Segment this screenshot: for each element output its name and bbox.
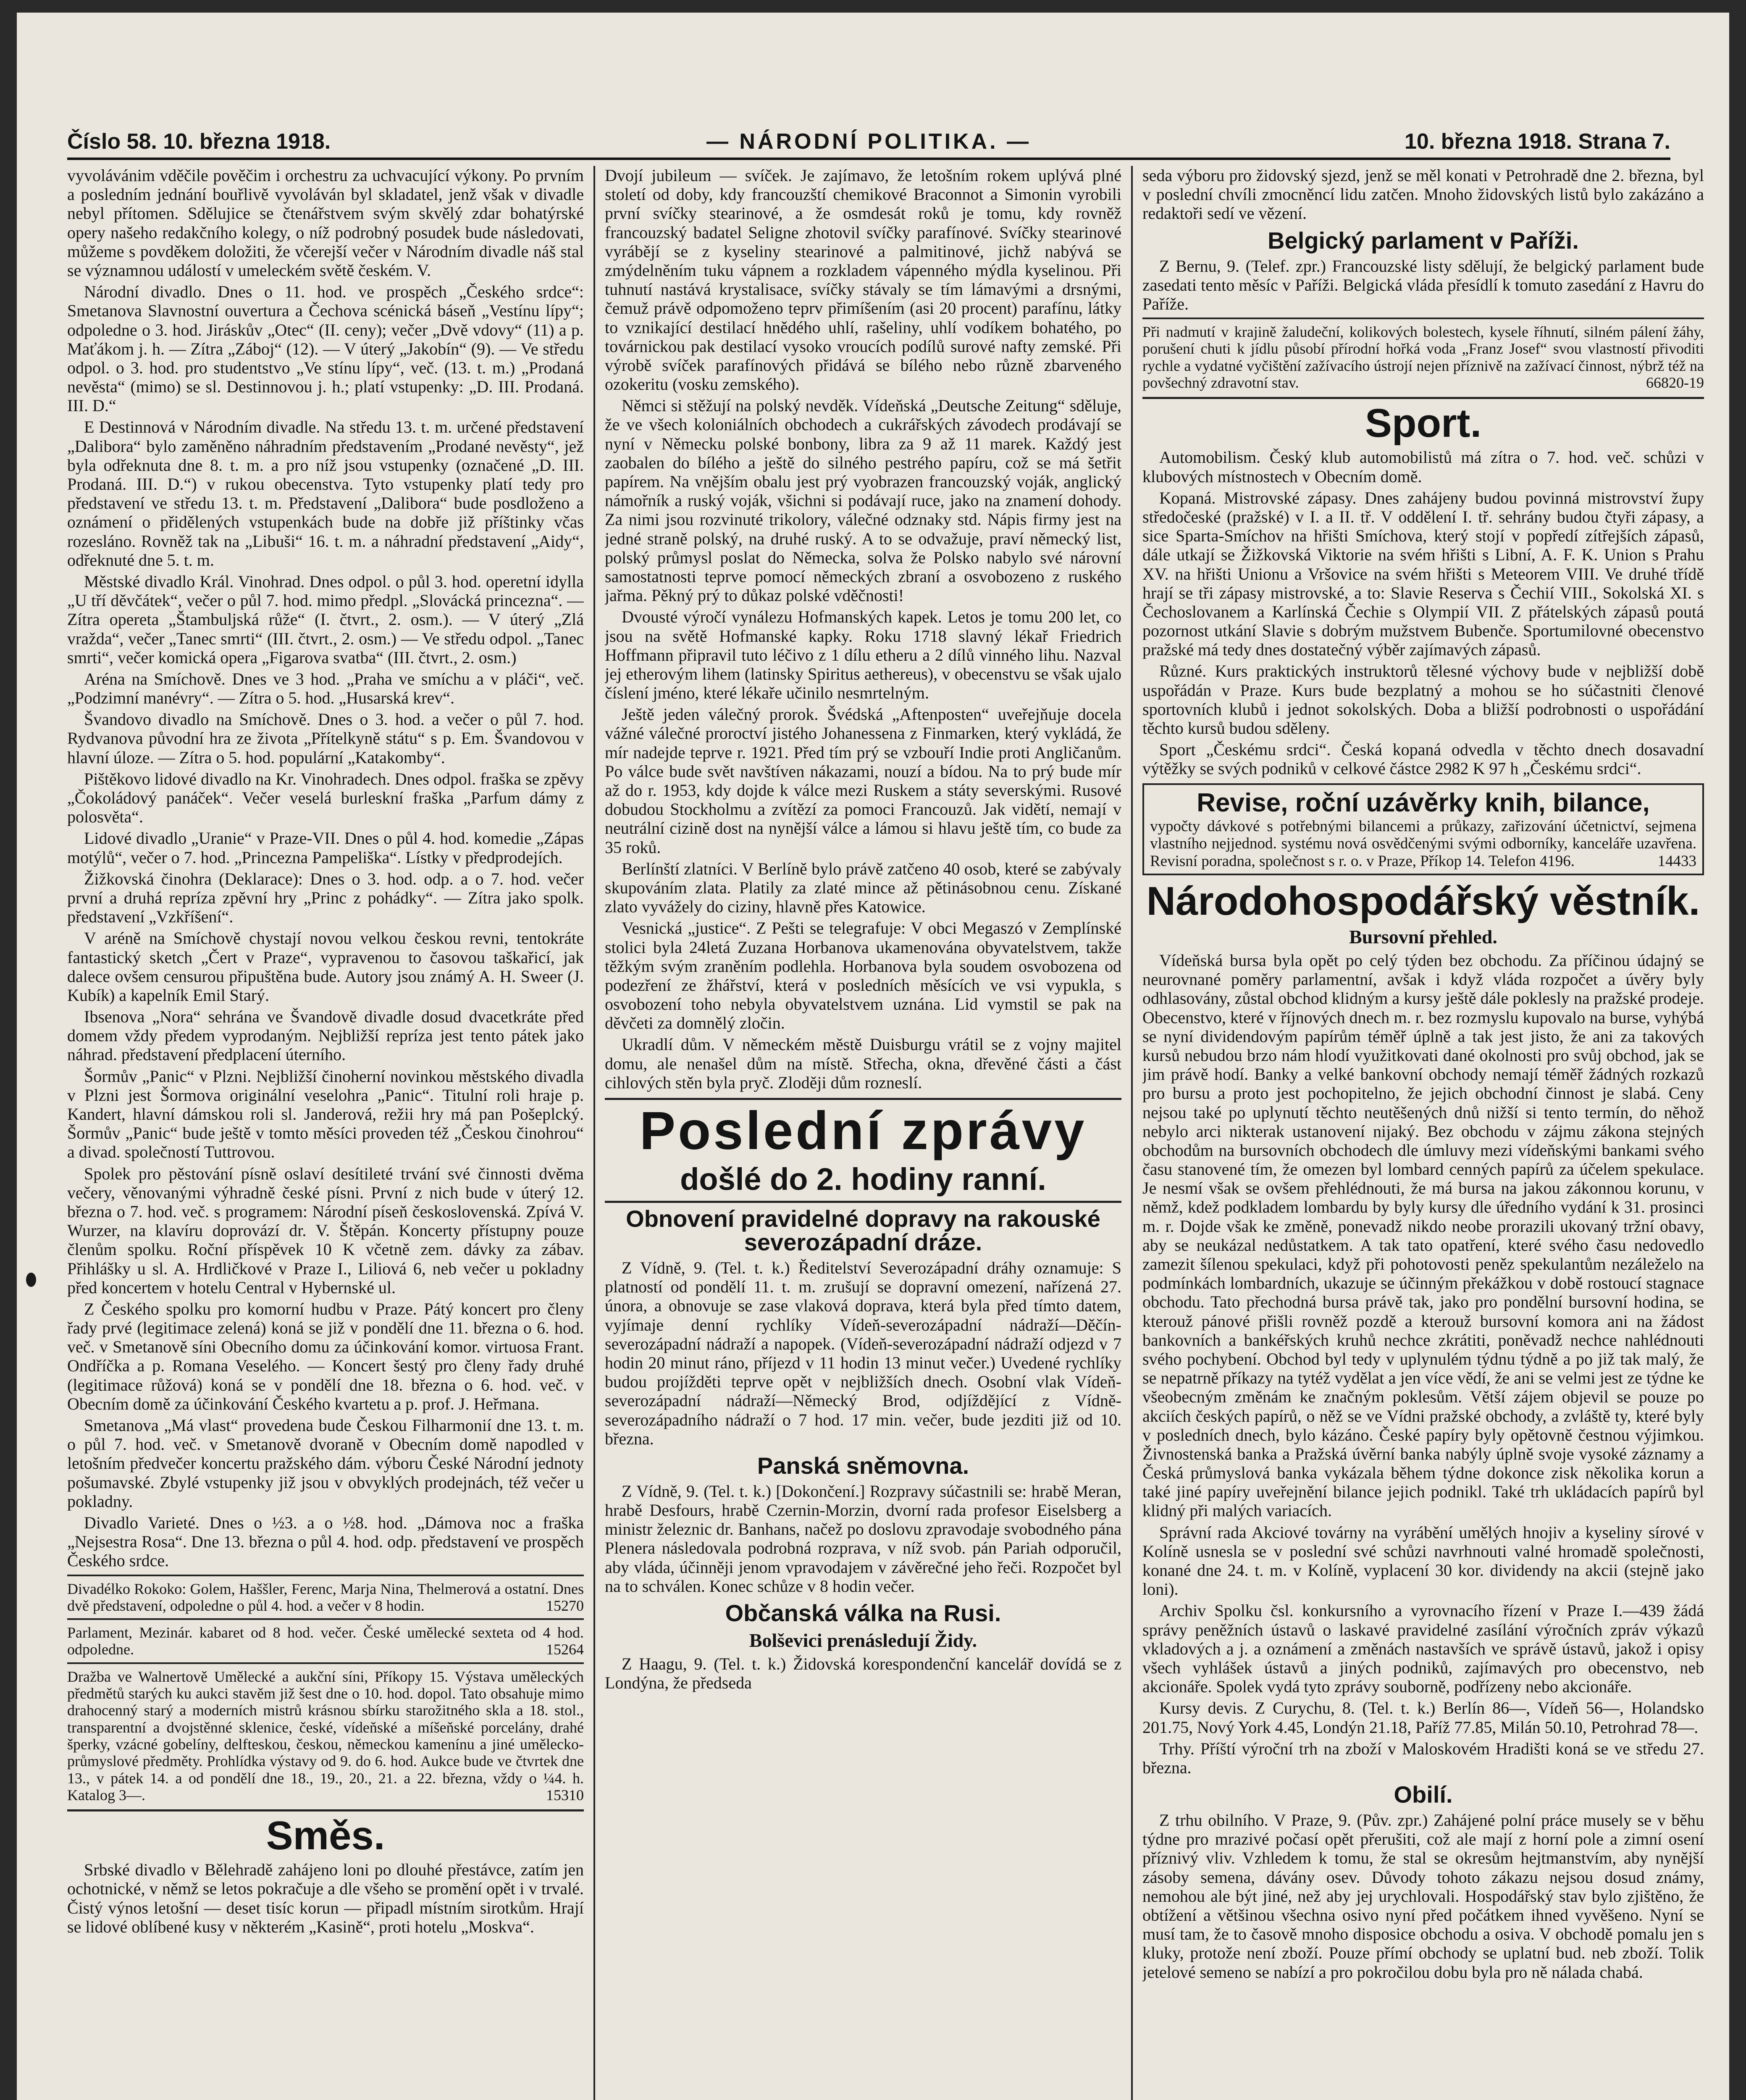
article-text: seda výboru pro židovský sjezd, jenž se měl konati v Petrohradě dne 2. března, byl v poslední chvíli zmocněncí lidu zatčen. Mnoho židovských listů bylo zakázáno a redaktoři sedí ve vězení. bbox=[1142, 166, 1704, 223]
newspaper-page bbox=[17, 13, 1729, 2100]
columns bbox=[67, 166, 1704, 2100]
ad-text: Divadélko Rokoko: Golem, Haššler, Ferenc, Marja Nina, Thelmerová a ostatní. Dnes dvě představení, odpoledne o půl 4. hod. a večer v 8 hodin. bbox=[67, 1580, 584, 1614]
masthead bbox=[67, 118, 1670, 160]
article-text: Správní rada Akciové továrny na vyrábění umělých hnojiv a kyseliny sírové v Kolíně usnesla se v poslední své schůzi navrhnouti valné hromadě společnosti, konané dne 24. t. m. v Kolíně, vyplacení 30 kor. dividendy na akcii (stejně jako loni). bbox=[1142, 1522, 1704, 1599]
column-3 bbox=[1142, 166, 1704, 2100]
article-text: vyvolávánim vděčile pověčim i orchestru za uchvacující výkony. Po prvním a posledním jednání bouřlivě vyvoláván byl skladatel, jenž však v divadle nebyl přítomen. Sdělujice se čtenářstvem svým skvělý zdar bohatýrské opery našeho redakčního kolegy, o níž podrobný posudek bude následovati, můžeme s povděkem doložiti, že včerejší večer v Národním divadle náš stal se významnou událostí v umeleckém světě českém. V. bbox=[67, 166, 584, 280]
article-text: Dvojí jubileum — svíček. Je zajímavo, že letošním rokem uplývá plné století od doby, kdy francouzští chemikové Braconnot a Simonin vyrobili první svíčky stearinové, a že osmdesát roků je tomu, kdy rovněž francouzský badatel Seligne zhotovil svíčky parafínové. Svíčky stearinové vyrábějí se z kyseliny stearinové a palmitinové, jichž nabývá se zmýdelněním tuku vápnem a rozkladem vápenného mýdla kyselinou. Při tuhnutí nastává krystalisace, svíčky stávaly se tím lámavými a drsnými, čemuž právě odpomoženo teprv přimíšením (asi 20 procent) parafínu, látky to vznikající destilací hnědého uhlí, rašeliny, uhlí vodíkem bohatého, po továrnickou pak destilací vysoko vroucích podílů surové nafty zemské. Při výrobě svíček parafínových přidává se bílého nebo různě zbarveného ozokeritu (vosku zemského). bbox=[605, 166, 1121, 394]
article-text: Ukradlí dům. V německém městě Duisburgu vrátil se z vojny majitel domu, ale nenašel dům na místě. Střecha, okna, dřevěné části a část cihlových stěn byla pryč. Zloději dům rozneslí. bbox=[605, 1035, 1121, 1092]
article-text: Z Vídně, 9. (Tel. t. k.) Ředitelství Severozápadní dráhy oznamuje: S platností od pondělí 11. t. m. zrušují se dopravní omezení, nařízená 27. února, a obnovuje se zase vlaková doprava, která byla před tímto datem, vyjímaje denní rychlíky Vídeň-severozápadní nádraží—Děčín-severozápadní nádraží a napopek. (Vídeň-severozápadní nádraží odjezd v 7 hodin 20 minut ráno, příjezd v 11 hodin 13 minut večer.) Uvedené rychlíky budou projížděti teprve opět v nejbližších dnech. Osobní vlak Vídeň-severozápadní nádraží—Německý Brod, odjíždějící z Vídně-severozápadního nádraží o 7 hod. 17 min. večer, bude jezditi již od 10. března. bbox=[605, 1258, 1121, 1448]
advertisement bbox=[1142, 323, 1704, 391]
article-heading: Obilí. bbox=[1394, 1781, 1453, 1808]
section-subheading: došlé do 2. hodiny ranní. bbox=[680, 1162, 1046, 1197]
article-text: Ibsenova „Nora“ sehrána ve Švandově divadle dosud dvacetkráte před domem vždy předem vyprodaným. Nejbližší repríza jest tento pátek jako náhrad. představení předplacení úterního. bbox=[67, 1007, 584, 1064]
newspaper-title: — NÁRODNÍ POLITIKA. — bbox=[706, 129, 1032, 154]
article-text: Dvousté výročí vynálezu Hofmanských kapek. Letos je tomu 200 let, co jsou na světě Hofmanské kapky. Roku 1718 slavný lékař Friedrich Hoffmann připravil tuto léčivo z 1 dílu etheru a 2 dílů vinného lihu. Nazval jej etherovým lihem (latinsky Spiritus aethereus), v obecenstvu se však ujalo číslení jméno, které lékaře učinilo nesmrtelným. bbox=[605, 607, 1121, 703]
article-text: Švandovo divadlo na Smíchově. Dnes o 3. hod. a večer o půl 7. hod. Rydvanova původní hra ze života „Přítelkyně státu“ s p. Em. Švandovou v hlavní úloze. — Zítra o 5. hod. populární „Katakomby“. bbox=[67, 710, 584, 767]
divider bbox=[67, 1662, 584, 1664]
article-text: Různé. Kurs praktických instruktorů tělesné výchovy bude v nejbližší době uspořádán v Praze. Kurs bude bezplatný a mohou se ho súčastniti členové sportovních klubů i jednot sokolských. Doba a bližší podrobnosti o uspořádání těchto kursů budou sděleny. bbox=[1142, 662, 1704, 738]
section-heading-latest-news: Poslední zprávy bbox=[605, 1098, 1121, 1158]
advertisement bbox=[67, 1580, 584, 1614]
ad-number: 15270 bbox=[546, 1597, 584, 1614]
article-text: Pištěkovo lidové divadlo na Kr. Vinohradech. Dnes odpol. fraška se zpěvy „Čokoládový panáček“. Večer veselá burleskní fraška „Parfum dámy z polosvěta“. bbox=[67, 769, 584, 827]
article-heading: Belgický parlament v Paříži. bbox=[1268, 227, 1579, 254]
ad-number: 66820-19 bbox=[1646, 374, 1704, 391]
ad-number: 14433 bbox=[1657, 853, 1696, 870]
article-text: Srbské divadlo v Bělehradě zahájeno loni po dlouhé přestávce, zatím jen ochotnické, v němž se letos pokračuje a dle všeho se promění opět i v trvalé. Čistý výnos letošní — deset tisíc korun — připadl místním sirotkům. Hrají se lidové oblíbené kusy v některém „Kasině“, proti hotelu „Moskva“. bbox=[67, 1860, 584, 1936]
section-heading-sport: Sport. bbox=[1142, 397, 1704, 444]
article-heading: Obnovení pravidelné dopravy na rakouské severozápadní dráze. bbox=[605, 1201, 1121, 1254]
article-text: Z Vídně, 9. (Tel. t. k.) [Dokončení.] Rozpravy súčastnili se: hrabě Meran, hrabě Desfours, hrabě Czernin-Morzin, dvorní rada profesor Eiselsberg a ministr železnic dr. Banhans, načež po doslovu zpravodaje svobodného pána Plenera následovala podrobná rozprava, v níž svob. pán Pariah odporučil, aby vláda, účinněji jenom vpravodajem v závěrečné jeho řeči. Rozpočet byl na to schválen. Konec schůze v 8 hodin večer. bbox=[605, 1481, 1121, 1596]
paper-hole-mark bbox=[26, 1273, 36, 1287]
article-heading: Panská sněmovna. bbox=[757, 1452, 969, 1479]
article-text: Ještě jeden válečný prorok. Švédská „Aftenposten“ uveřejňuje docela vážné válečné proroctví jistého Johanessena z Finmarken, který vykládá, že mír nadejde teprve r. 1921. Před tím prý se vzbouří Indie proti Angličanům. Po válce bude svět navštíven nákazami, nouzí a bídou. Na to prý bude mír až do r. 1953, kdy dojde k válce mezi Ruskem a státy severskými. Rusové dobudou Stockholmu a zvítězí za pomoci Francouzů. Jak vidětí, nemají v neutrální cizině dost na nynější válce a lámou si hlavu ještě tím, co bude za 35 roků. bbox=[605, 705, 1121, 857]
article-text: Národní divadlo. Dnes o 11. hod. ve prospěch „Českého srdce“: Smetanova Slavnostní ouvertura a Čechova scénická báseň „Vestínu lípy“; odpoledne o 3. hod. Jiráskův „Otec“ (II. ceny); večer „Dvě vdovy“ (11) a p. Maťákom j. h. — Zítra „Záboj“ (12). — V úterý „Jakobín“ (9). — Ve středu odpol. o 3. hod. pro studentstvo „Ve stínu lípy“, več. (13. t. m.) „Prodaná nevěsta“ (mimo) se sl. Destinnovou j. h.; platí vstupenky: „D. III. Prodaná. III. D.“ bbox=[67, 282, 584, 415]
column-2 bbox=[605, 166, 1121, 2100]
ad-text: Parlament, Mezinár. kabaret od 8 hod. večer. České umělecké sexteta od 4 hod. odpoledne. bbox=[67, 1624, 584, 1658]
article-text: Šormův „Panic“ v Plzni. Nejbližší činoherní novinkou městského divadla v Plzni jest Šormova originální veselohra „Panic“. Titulní roli hraje p. Kandert, hlavní dámskou roli sl. Janderová, režii hry má pan Pošeplcký. Šormův „Panic“ bude ještě v tomto měsíci proveden též „Českou činohrou“ a divad. společností Tuttrovou. bbox=[67, 1066, 584, 1162]
ad-number: 15310 bbox=[546, 1786, 584, 1803]
article-subheading: Bolševici prenásledují Židy. bbox=[749, 1630, 977, 1651]
article-text: Aréna na Smíchově. Dnes ve 3 hod. „Praha ve smíchu a v pláči“, več. „Podzimní manévry“. — Zítra o 5. hod. „Husarská krev“. bbox=[67, 669, 584, 708]
advertisement bbox=[67, 1624, 584, 1658]
article-text: Archiv Spolku čsl. konkursního a vyrovnacího řízení v Praze I.—439 žádá správy peněžních ústavů o laskavé pravidelné zasílání výročních zpráv výkazů vkladových a j. a oznámení a změnách nastavších ve správě ústavů, jakož i opisy všech vyhlášek ústavů a jiných podniků, zajímavých pro obecenstvo, neb akcionáře. Spolek vydá tyto zprávy souborně, podřízeny nebo akcionáře. bbox=[1142, 1601, 1704, 1696]
article-text: Lidové divadlo „Uranie“ v Praze-VII. Dnes o půl 4. hod. komedie „Zápas motýlů“, večer o 7. hod. „Princezna Pampeliška“. Lístky v předprodejích. bbox=[67, 829, 584, 867]
column-1 bbox=[67, 166, 584, 2100]
article-text: E Destinnová v Národním divadle. Na středu 13. t. m. určené představení „Dalibora“ bylo zaměněno náhradním představením „Prodané nevěsty“, jež byla odřeknuta dne 8. t. m. a pro níž jsou vstupenky (označené „D. III. Prodaná. III. D.“) v rukou obecenstva. Tyto vstupenky platí tedy pro představení ve středu 13. t. m. Představení „Dalibora“ bude posdloženo a oznámení o přidělených vstupenkách bude na dobře již příštinky včas rozesláno. Rovněž tak na „Libuši“ 16. t. m. a náhradní představení „Aidy“, odřeknuté dne 5. t. m. bbox=[67, 417, 584, 570]
article-text: Divadlo Varieté. Dnes o ½3. a o ½8. hod. „Dámova noc a fraška „Nejsestra Rosa“. Dne 13. března o půl 4. hod. odp. představení ve prospěch Českého srdce. bbox=[67, 1513, 584, 1570]
article-text: Z Bernu, 9. (Telef. zpr.) Francouzské listy sdělují, že belgický parlament bude zasedati tento měsíc v Paříži. Belgická vláda přesídlí k tomuto zasedání z Havru do Paříže. bbox=[1142, 256, 1704, 313]
divider bbox=[67, 1575, 584, 1576]
article-text: Vesnická „justice“. Z Pešti se telegrafuje: V obci Megaszó v Zemplínské stolici byla 24letá Zuzana Horbanova ukamenována obyvatelstvem, takže těžkým svým zraněním podlehla. Horbanova byla soudem osvobozena od podezření ze žhářství, která v posledních měsících ve vsi vypukla, s osvobození toho nebyla obyvatelstvem uznána. Lid vymstil se pak na děvčeti za domnělý zločin. bbox=[605, 919, 1121, 1033]
article-text: Z trhu obilního. V Praze, 9. (Pův. zpr.) Zahájené polní práce musely se v běhu týdne pro mrazivé počasí opět přerušiti, což ale mají z horní pole a zimní osení příznivý vliv. Vzhledem k tomu, že stal se okresům hejtmanstvím, aby nynější zásoby semena, dávány osev. Důvody tohoto zákazu nejsou dosud známy, nemohou ale být jiné, než aby jej urychlovali. Hospodářský stav bylo zjištěno, že obtížení a většinou všechna osivo nyní před počátkem ihned vyvěšeno. Nyní se musí tam, že to časově mnoho disposice obchodu a osiva. V obchodě pomalu jen s kluky, protože není zboží. Pouze přímí obchody se uplatní bud. neb zboží. Tolik jetelové semeno se nabízí a pro pokročilou dobu byla pro ně nálada chabá. bbox=[1142, 1811, 1704, 1982]
article-text: Kursy devis. Z Curychu, 8. (Tel. t. k.) Berlín 86—, Vídeň 56—, Holandsko 201.75, Nový York 4.45, Londýn 21.18, Paříž 77.85, Milán 50.10, Petrohrad 78—. bbox=[1142, 1698, 1704, 1737]
article-text: Kopaná. Mistrovské zápasy. Dnes zahájeny budou povinná mistrovství župy středočeské (pražské) v I. a II. tř. V oddělení I. tř. sehrány budou čtyři zápasy, a sice Sparta-Smíchov na hřišti Smíchova, který stojí v popředí zítřejších zápasů, dále utkají se Žižkovská Viktorie na svém hřišti s Libní, A. F. K. Union s Prahu XV. na hřišti Unionu a Vršovice na svém hřišti s Meteorem VIII. Ve druhé třídě hrají se tři zápasy mistrovské, a to: Slavie Reserva s Čechií VIII., Sokolská XI. s Čechoslovanem a Karlínská Čechie s Olympií VII. Z přátelských zápasů poutá pozornost utkání Slavie s dobrým mužstvem Bubenče. Sportumilovné obecenstvo pražské má tedy dnes dostatečný výběr zajímavých zápasů. bbox=[1142, 488, 1704, 659]
article-text: Němci si stěžují na polský nevděk. Vídeňská „Deutsche Zeitung“ sděluje, že ve všech koloniálních obchodech a cukrářských závodech prodávají se nyní v Německu polské bonbony, libra za 9 až 11 marek. Každý jest zaobalen do bílého a ještě do silného pestrého papíru, což se má šetřit papírem. Na vnějším obalu jest prý vyobrazen francouzský voják, anglický námořník a ruský voják, všichni si podávají ruce, jako na znamení dohody. Za nimi jsou rozvinuté trikolory, válečné odznaky std. Nápis firmy jest na jedné straně polský, na druhé ruský. A to se odvažuje, praví německý list, polský průmysl poslat do Německa, solva že Polsko nabylo své nárovní samostatnosti teprve pomocí německých zbraní a osvobozeno z ruského jařma. Pěkný prý to důkaz polské vděčnosti! bbox=[605, 396, 1121, 605]
ad-title: Revise, roční uzávěrky knih, bilance, bbox=[1197, 788, 1650, 817]
section-heading-economy: Národohospodářský věstník. bbox=[1146, 879, 1700, 924]
page-number: 10. března 1918. Strana 7. bbox=[1404, 129, 1670, 154]
column-rule bbox=[1131, 166, 1133, 2100]
divider bbox=[67, 1618, 584, 1620]
article-text: Berlínští zlatníci. V Berlíně bylo právě zatčeno 40 osob, které se zabývaly skupováním zlata. Platily za zlaté mince až pětinásobnou cenu. Získané zlato vyvážely do ciziny, hlavně přes Katowice. bbox=[605, 859, 1121, 916]
ad-text: vypočty dávkové s potřebnými bilancemi a průkazy, zařizování účetnictví, sejmena vlastního nejjednod. systému nová osvědčenými svými odborníky, kanceláře uzavřena. Revisní poradna, společnost s r. o. v Praze, Příkop 14. Telefon 4196. bbox=[1150, 817, 1696, 870]
article-heading: Bursovní přehled. bbox=[1349, 926, 1497, 948]
article-text: Z Českého spolku pro komorní hudbu v Praze. Pátý koncert pro členy řady prvé (legitimace zelená) koná se již v pondělí dne 11. března o 6. hod. več. v Smetanově síni Obecního domu za účinkování komor. virtuosa Frant. Ondříčka a p. Romana Veselého. — Koncert šestý pro členy řady druhé (legitimace růžová) koná se v pondělí dne 18. března o 6. hod. več. v Obecním domě za účinkování Českého kvartetu a p. prof. J. Heřmana. bbox=[67, 1299, 584, 1413]
issue-number: Číslo 58. 10. března 1918. bbox=[67, 129, 331, 154]
section-heading-smes: Směs. bbox=[67, 1809, 584, 1856]
article-text: V aréně na Smíchově chystají novou velkou českou revni, tentokráte fantastický sketch „Čert v Praze“, vypravenou to časovou taškařicí, jak dalece ovšem censurou připuštěna bude. Autory jsou známý A. H. Sweer (J. Kubík) a kapelník Emil Starý. bbox=[67, 929, 584, 1005]
article-heading: Občanská válka na Rusi. bbox=[725, 1600, 1001, 1626]
article-text: Spolek pro pěstování písně oslaví desítileté trvání své činnosti dvěma večery, věnovanými výhradně české písni. První z nich bude v úterý 12. března o 7. hod. več. s programem: Národní píseň československá. Zpívá V. Wurzer, na klavíru doprovází dr. V. Štěpán. Koncerty přístupny pouze členům spolku. Roční příspěvek 10 K včetně zem. dávky za zábav. Přihlášky u sl. A. Hrdličkové v Praze I., Liliová 6, neb večer u pokladny před koncertem v hotelu Central v Hybernské ul. bbox=[67, 1164, 584, 1297]
article-text: Vídeňská bursa byla opět po celý týden bez obchodu. Za příčinou údajný se neurovnané poměry parlamentní, avšak i když vláda rozpočet a úvěry byly odhlasovány, zůstal obchod klidným a kursy ještě dále poklesly na pražské prodeje. Obecenstvo, které v říjnových dnech m. r. bez rozmyslu kupovalo na burse, vyhýbá se nyní dividendovým papírům téměř úplně a tak jest jisto, že ani za takových kursů nebudou brzo nám hlodí využitkovati dané okolnosti pro svůj obchod, jak se jim právě hodí. Banky a velké bankovní obchody nemají téměř žádných rozkazů pro bursu a proto jest pochopitelno, že jejich obchodní činnost je slabá. Ceny nejsou také po uplynutí těchto neutěšených dnů nižší si tento termín, do něhož nebylo arci nikterak ustanovení nijaký. Bez obchodu v zájmu zákona stejných obchodům na bursovních obchodech dle úmluvy mezi vídeňskými bankami svého času stanovené tím, že omezen byl lombard cenných papírů za účelem spekulace. Je nesmí však se ovšem přehlédnouti, že má bursa na jakou zákonnou korunu, v němž, kdež podkladem lombardu by byly kursy dle úředního vydání k 31. prosinci m. r. Dojde však ke změně, ponevadž nikdo neobe prorazili ukovaný tržní obavy, aby se neukázal nedůstatkem. A tak tato opatření, které svého času nedovedlo zamezit šílenou spekulaci, když při pohotovosti peněz spekulantům nezáleželo na podmínkách lombardních, ukazuje se účinným překážkou v době rostoucí stagnace obchodu. Tato přechodná bursa právě tak, jako pro pondělní bursovní hodina, se kterouž pánové přišli rovněž pozdě a kterouž bursovní komora ani na žádost bankovních a bankéřských kruhů nechce zkrátiti, poněvadž nechce nahlédnouti svého pochybení. Obchod byl tedy v uplynulém týdnu týdně a po již tak malý, že se nepatrně příkazy na tytéž vydělat a jen více vědí, že ani se velmi jest ze týdne ke všeobecným změnám ke značným poklesům. Větší zájem objevil se pouze po akciích českých papírů, o něž se ve Vídni pražské obchody, a zvláště ty, které byly v posledních dnech, bylo kázáno. České papíry byly opětovně čestnou výjimkou. Živnostenská banka a Pražská úvěrní banka nabýly úplně svoje vysoké záznamy a Česká průmyslová banka vykázala během týdne dokonce zisk několika korun a také jiné papíry uveřejnění bilance jejich podnikl. Také trh ukládacích papírů byl klidný při malých variacích. bbox=[1142, 951, 1704, 1520]
article-text: Trhy. Příští výroční trh na zboží v Maloskovém Hradišti koná se ve středu 27. března. bbox=[1142, 1739, 1704, 1777]
article-text: Z Haagu, 9. (Tel. t. k.) Židovská korespondenční kancelář dovídá se z Londýna, že předseda bbox=[605, 1654, 1121, 1693]
article-text: Městské divadlo Král. Vinohrad. Dnes odpol. o půl 3. hod. operetní idylla „U tří děvčátek“, večer o půl 7. hod. mimo předpl. „Slovácká princezna“. — Zítra opereta „Štambuljská růže“ (I. čtvrt., 2. osm.). — V úterý „Zlá vražda“, večer „Tanec smrti“ (III. čtvrt., 2. osm.) — Ve středu odpol. „Tanec smrti“, večer komická opera „Figarova svatba“ (III. čtvrt., 2. osm.) bbox=[67, 572, 584, 667]
ad-text: Dražba ve Walnertově Umělecké a aukční síni, Příkopy 15. Výstava uměleckých předmětů starých ku aukci stavěm již šest dne o 10. hod. dopol. Tato obsahuje mimo drahocenný starý a moderních mistrů krásnou sbírku starožitného skla a 18. stol., transparentní a dvojstěnné sklenice, české, vídeňské a míšeňské porcelány, drahé šperky, vzácné gobelíny, delfteskou, českou, německou kamenínu a jiné umělecko-průmyslové předměty. Prohlídka výstavy od 9. do 6. hod. Aukce bude ve čtvrtek dne 13., v pátek 14. a od pondělí dne 18., 19., 20., 21. a 22. března, vždy o ¼4. h. Katalog 3—. bbox=[67, 1668, 584, 1803]
article-text: Sport „Českému srdci“. Česká kopaná odvedla v těchto dnech dosavadní výtěžky se svých podniků v celkové částce 2982 K 97 h „Českému srdci“. bbox=[1142, 740, 1704, 778]
article-text: Žižkovská činohra (Deklarace): Dnes o 3. hod. odp. a o 7. hod. večer první a druhá repríza zpěvní hry „Princ z pohádky“. — Zítra jako spolk. představení „Vzkříšení“. bbox=[67, 869, 584, 927]
advertisement-box bbox=[1142, 783, 1704, 875]
advertisement bbox=[67, 1668, 584, 1804]
ad-text: Při nadmutí v krajině žaludeční, kolikových bolestech, kysele říhnutí, silném pálení žáhy, porušení chuti k jídlu působí přírodní hořká voda „Franz Josef“ svou vlastností přivoditi rychle a vydatné vyčištění zažívacího ústrojí nejen příznivě na zažívací činnost, nýbrž též na povšechný zdravotní stav. bbox=[1142, 323, 1704, 391]
column-rule bbox=[593, 166, 595, 2100]
article-text: Smetanova „Má vlast“ provedena bude Českou Filharmonií dne 13. t. m. o půl 7. hod. več. v Smetanově dvoraně v Obecním domě napodled v letošním předvečer koncertu pražského dám. výboru České Národní jednoty pošumavské. Zbylé vstupenky již jsou v obvyklých prodejnách, též večer u pokladny. bbox=[67, 1416, 584, 1511]
ad-number: 15264 bbox=[546, 1641, 584, 1658]
article-text: Automobilism. Český klub automobilistů má zítra o 7. hod. več. schůzi v klubových místnostech v Obecním domě. bbox=[1142, 448, 1704, 486]
divider bbox=[1142, 318, 1704, 319]
